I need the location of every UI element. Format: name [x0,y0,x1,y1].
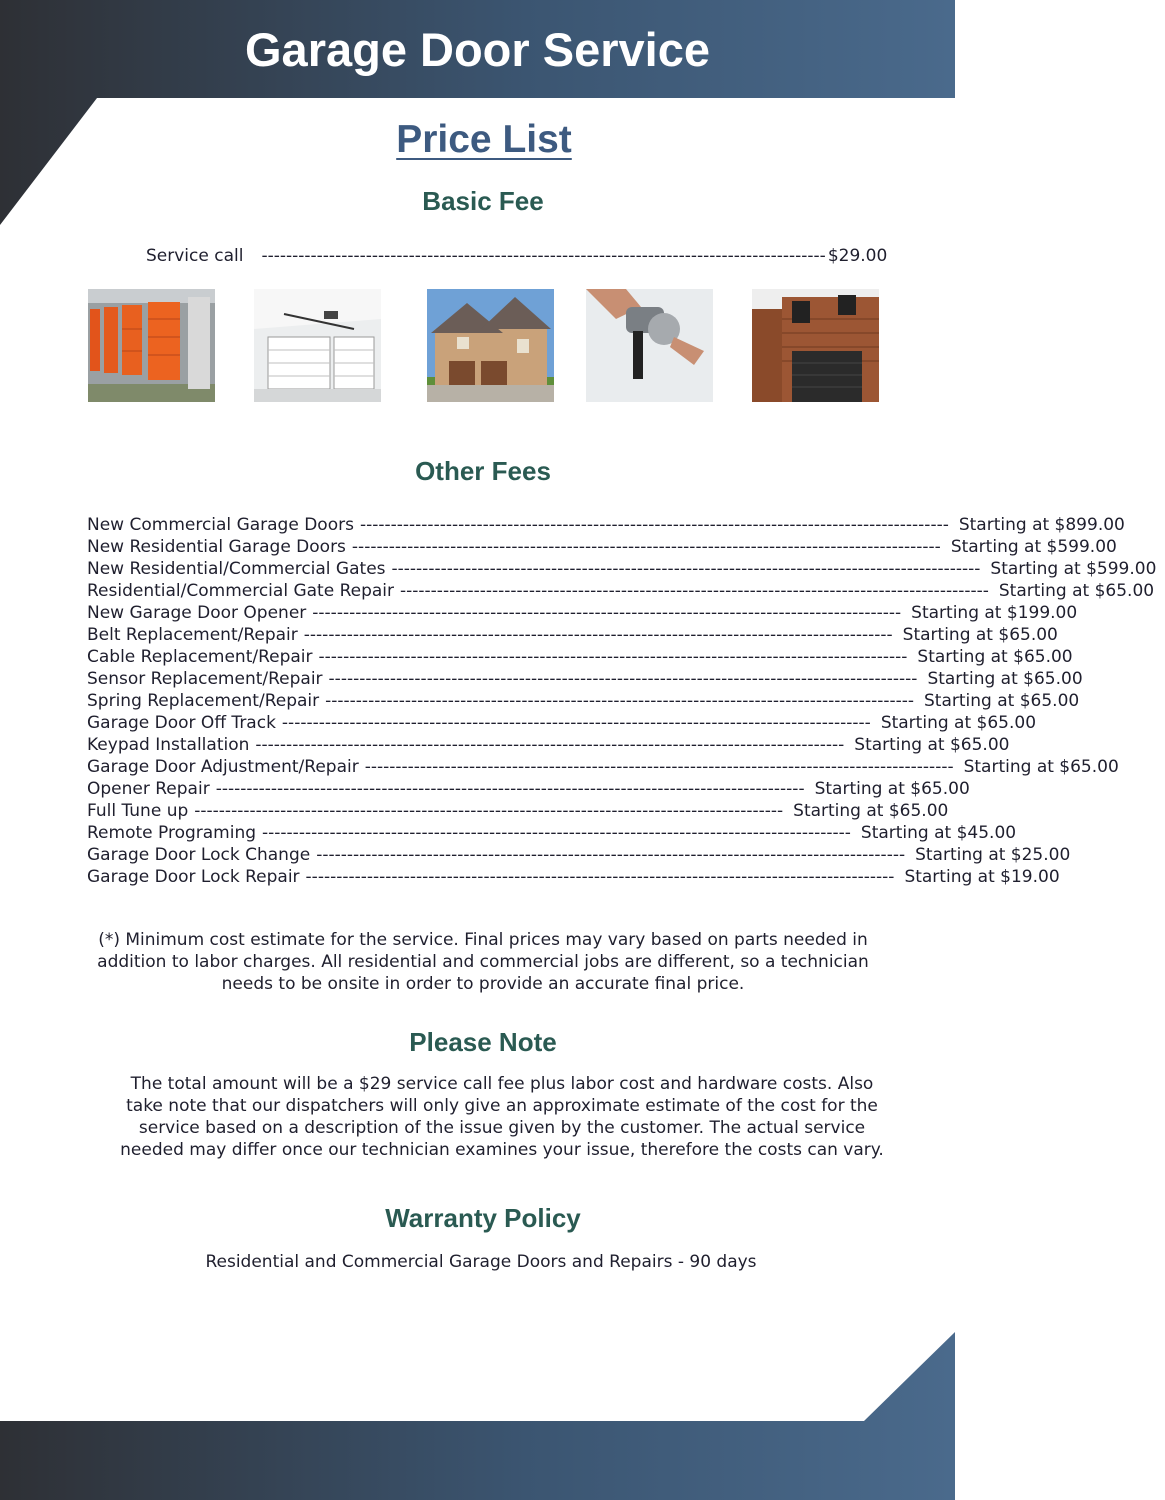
dot-leader: ------------------------------------------------------------------------------------------------ [325,691,915,711]
fee-row [87,822,1017,844]
dot-leader: ------------------------------------------------------------------------------------------------ [303,625,893,645]
fee-row [87,602,1078,624]
fee-row [87,712,1037,734]
fee-row [87,690,1080,712]
dot-leader: ------------------------------------------------------------------------------------------------ [359,515,949,535]
fee-price: Starting at $65.00 [793,801,949,821]
fee-row [87,580,1155,602]
service-call-label: Service call [146,246,244,266]
fee-name: Spring Replacement/Repair [87,691,320,711]
fee-price: Starting at $65.00 [927,669,1083,689]
photo-strip [0,289,955,402]
fee-row [87,558,1157,580]
warranty-text: Residential and Commercial Garage Doors and Repairs - 90 days [205,1252,757,1272]
service-call-row [146,244,888,268]
garage-interior-photo [254,289,381,402]
fee-price: Starting at $65.00 [917,647,1073,667]
fee-row [87,778,970,800]
house-exterior-photo [427,289,554,402]
fee-row [87,866,1060,888]
fee-row [87,734,1010,756]
page-title: Garage Door Service [245,23,710,76]
fee-name: New Residential/Commercial Gates [87,559,386,579]
dot-leader: ------------------------------------------------------------------------------------------------ [364,757,954,777]
fee-price: Starting at $65.00 [998,581,1155,601]
please-note-heading: Please Note [409,1027,557,1057]
fee-name: New Commercial Garage Doors [87,515,354,535]
fee-row [87,514,1125,536]
note-text [0,1073,1004,1161]
fee-name: Keypad Installation [87,735,250,755]
basic-fee-heading: Basic Fee [422,186,544,216]
dot-leader: ------------------------------------------------------------------------------------------------ [194,801,784,821]
fee-name: Garage Door Adjustment/Repair [87,757,359,777]
disclaimer-line: addition to labor charges. All residential and commercial jobs are different, so a technician [97,952,869,972]
modern-garage-photo [752,289,879,402]
fee-row [87,800,949,822]
fee-price: Starting at $599.00 [950,537,1117,557]
fee-price: Starting at $65.00 [902,625,1058,645]
dot-leader: ------------------------------------------------------------------------------------------------ [255,735,845,755]
note-line: service based on a description of the issue given by the customer. The actual service [138,1118,866,1138]
dot-leader: ------------------------------------------------------------------------------------------------ [312,603,902,623]
disclaimer-text [0,929,966,995]
fee-name: Remote Programing [87,823,257,843]
note-line: The total amount will be a $29 service call fee plus labor cost and hardware costs. Also [130,1074,874,1094]
note-line: take note that our dispatchers will only give an approximate estimate of the cost for the [126,1096,878,1116]
dot-leader: ------------------------------------------------------------------------------------------------ [318,647,908,667]
fee-price: Starting at $199.00 [911,603,1078,623]
price-list-title: Price List [396,118,572,161]
fee-list [87,514,1157,888]
dot-leader: ------------------------------------------------------------------------------------------------ [215,779,805,799]
fee-name: Residential/Commercial Gate Repair [87,581,394,601]
other-fees-heading: Other Fees [415,456,551,486]
fee-price: Starting at $899.00 [958,515,1125,535]
dot-leader: ------------------------------------------------------------------------------------------------ [305,867,895,887]
fee-row [87,844,1071,866]
dot-leader: ------------------------------------------------------------------------------------------------ [262,823,851,843]
fee-name: New Garage Door Opener [87,603,307,623]
dot-leader: ------------------------------------------------------------------------------------------------ [400,581,989,601]
fee-price: Starting at $45.00 [860,823,1017,843]
fee-name: Garage Door Lock Change [87,845,311,865]
fee-name: Full Tune up [87,801,189,821]
dot-leader: ------------------------------------------------------------------------------------------------ [351,537,941,557]
fee-row [87,536,1117,558]
service-call-price: $29.00 [827,246,888,266]
fee-row [87,756,1119,778]
fee-price: Starting at $65.00 [880,713,1037,733]
storage-units-photo [88,289,215,402]
fee-price: Starting at $65.00 [963,757,1119,777]
fee-price: Starting at $65.00 [854,735,1010,755]
note-line: needed may differ once our technician examines your issue, therefore the costs can vary. [120,1140,884,1160]
fee-name: Garage Door Off Track [87,713,276,733]
fee-name: Garage Door Lock Repair [87,867,300,887]
fee-price: Starting at $65.00 [814,779,970,799]
dot-leader: ------------------------------------------------------------------------------------------------ [391,559,981,579]
fee-name: Cable Replacement/Repair [87,647,313,667]
fee-name: Belt Replacement/Repair [87,625,298,645]
disclaimer-line: needs to be onsite in order to provide an accurate final price. [221,974,745,994]
fee-price: Starting at $25.00 [915,845,1071,865]
fee-name: Opener Repair [87,779,210,799]
dot-leader: ------------------------------------------------------------------------------------------------ [316,845,906,865]
dot-leader: ------------------------------------------------------------------------------------------------ [328,669,918,689]
fee-name: Sensor Replacement/Repair [87,669,323,689]
fee-row [87,668,1083,690]
fee-row [87,646,1073,668]
warranty-heading: Warranty Policy [385,1203,581,1233]
dot-leader: ------------------------------------------------------------------------------------------------ [281,713,871,733]
dot-leader: -------------------------------------------------------------------------------------------- [261,246,826,266]
fee-price: Starting at $65.00 [924,691,1080,711]
disclaimer-line: (*) Minimum cost estimate for the service. Final prices may vary based on parts needed in [98,930,868,950]
tool-repair-photo [586,289,713,402]
fee-row [87,624,1058,646]
fee-name: New Residential Garage Doors [87,537,346,557]
fee-price: Starting at $19.00 [904,867,1060,887]
fee-price: Starting at $599.00 [990,559,1157,579]
